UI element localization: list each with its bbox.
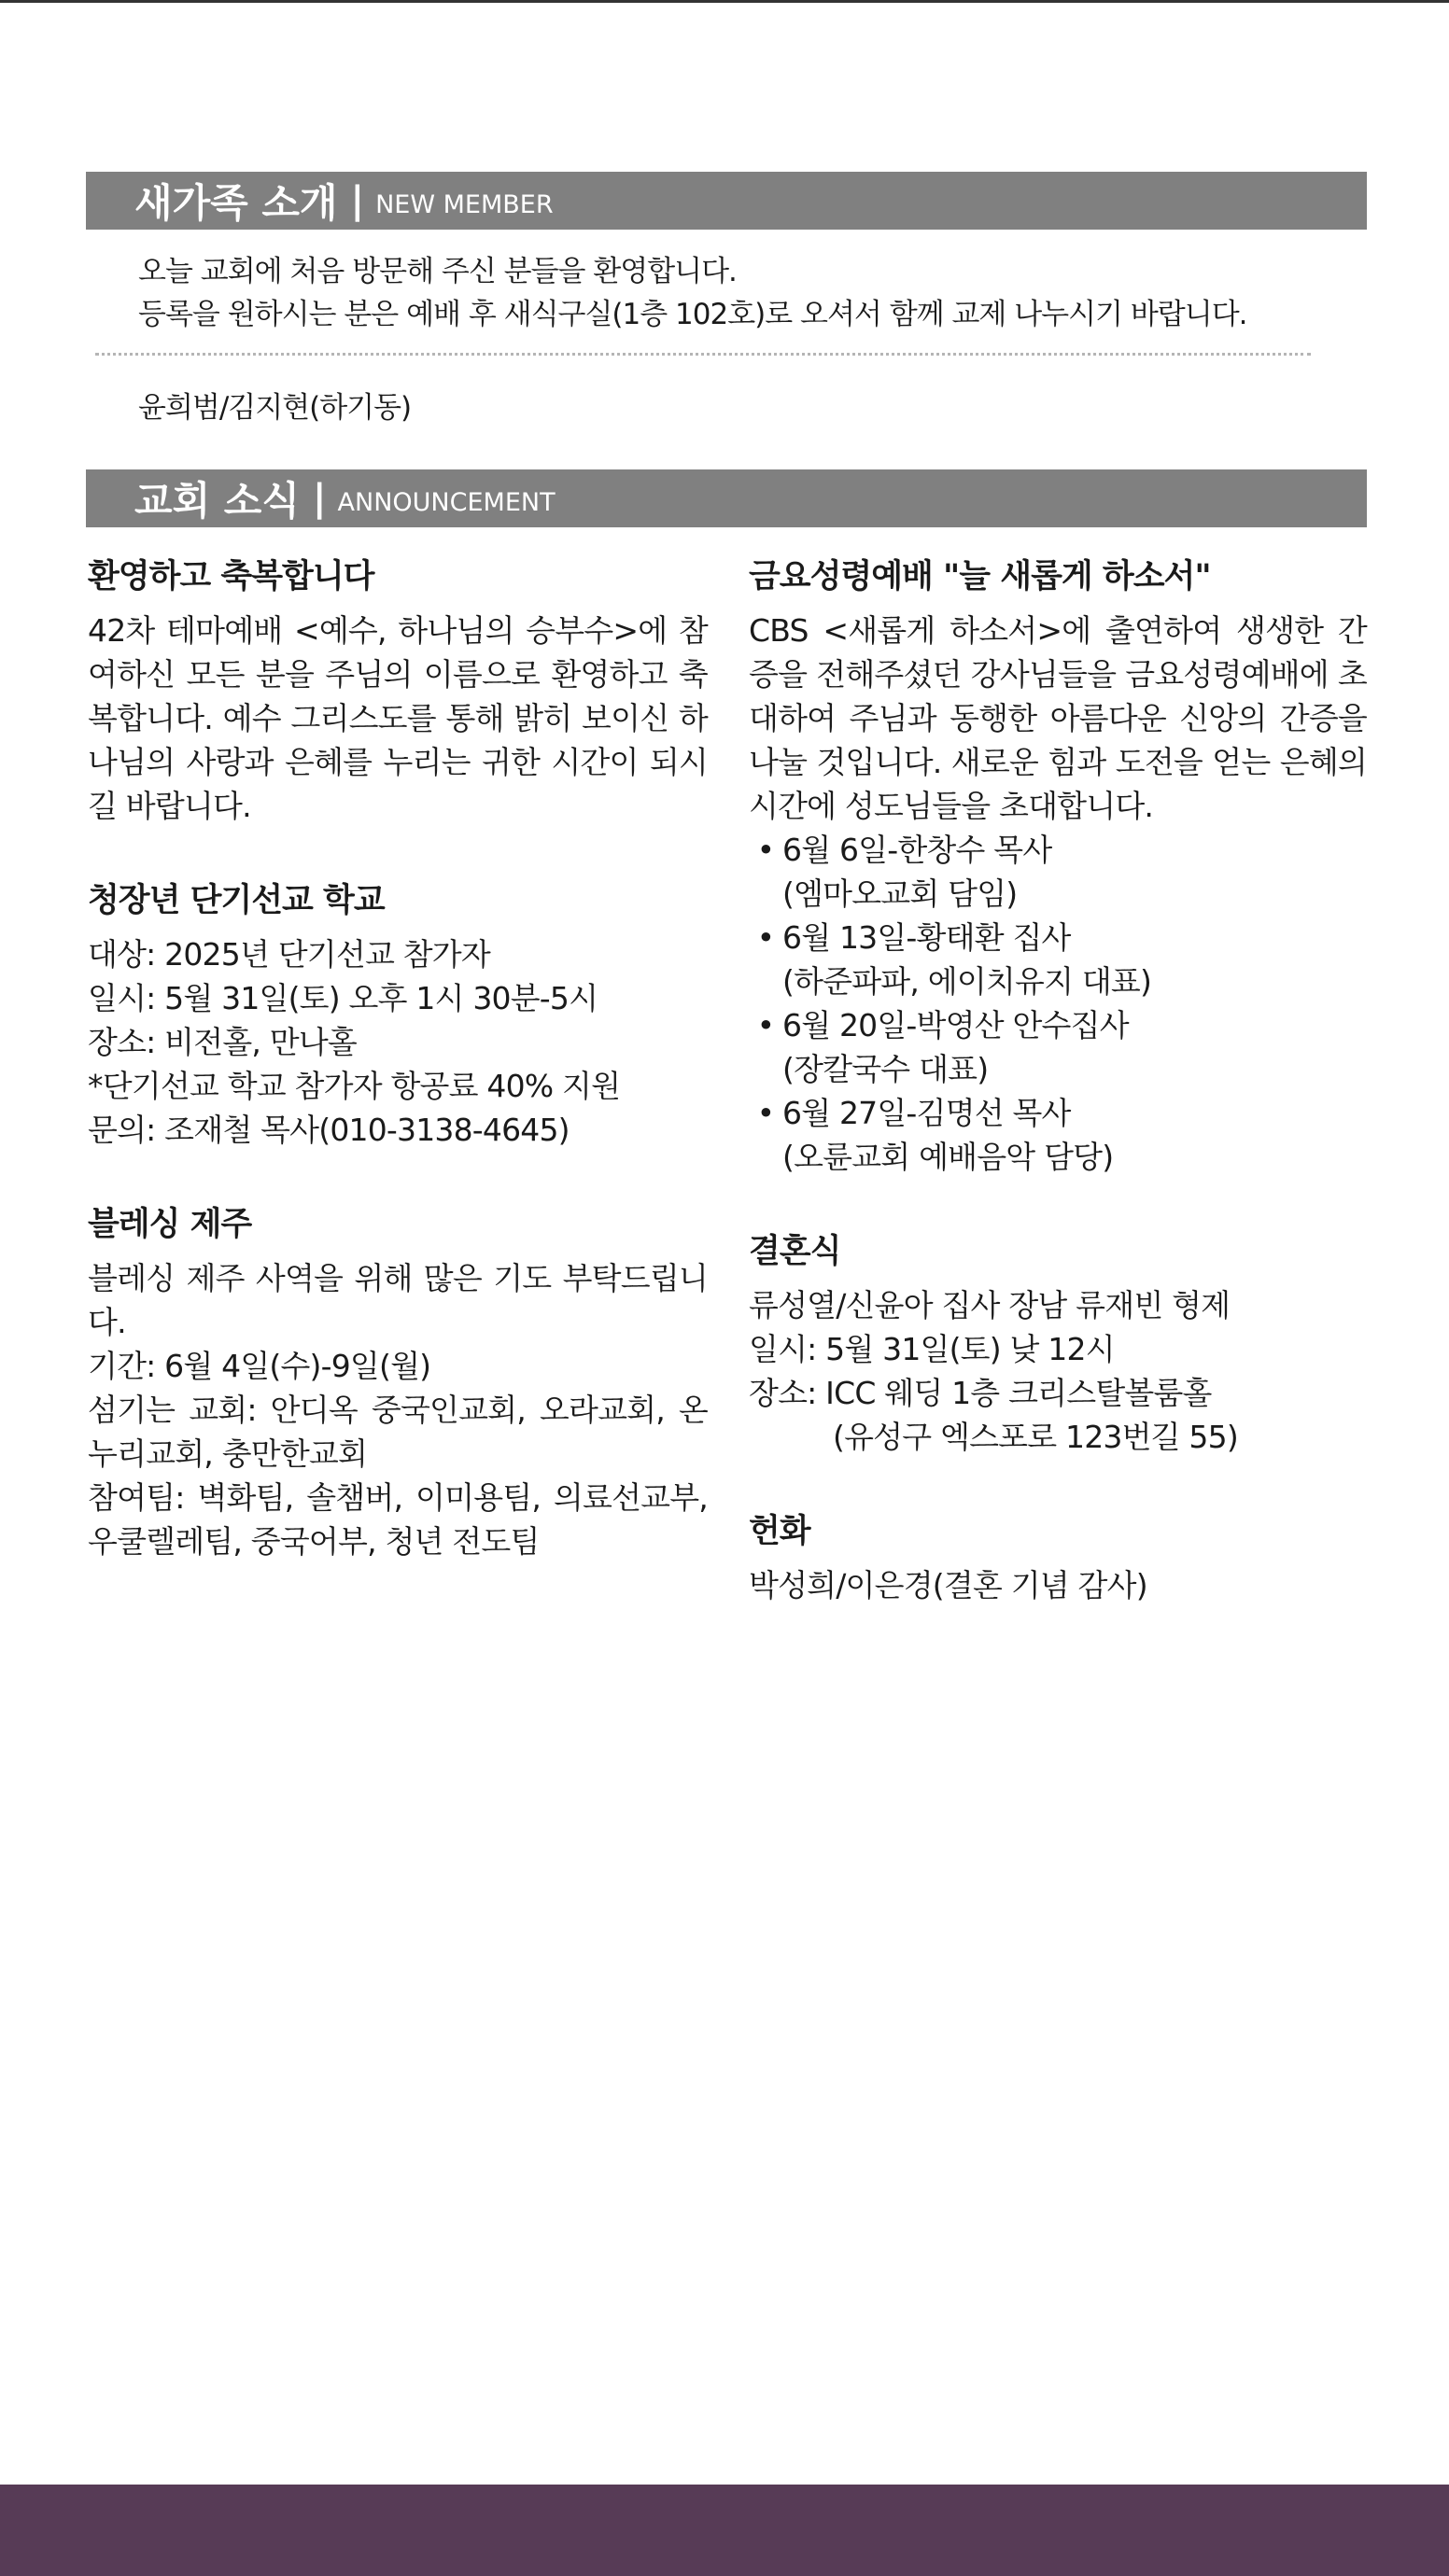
mission-place: 장소: 비전홀, 만나홀 — [88, 1024, 358, 1060]
mission-target: 대상: 2025년 단기선교 참가자 — [88, 936, 490, 973]
bullet-icon: • — [756, 1095, 775, 1131]
welcome-body: 42차 테마예배 <예수, 하나님의 승부수>에 참여하신 모든 분을 주님의 이름으로 환영하고 축복합니다. 예수 그리스도를 통해 밝히 보이신 하나님의 사랑과 은혜를 누리는 귀한 시간이 되시길 바랍니다. — [88, 612, 708, 824]
announcement-header — [86, 469, 1367, 527]
wedding-title: 결혼식 — [749, 1233, 841, 1270]
jeju-section — [88, 1202, 708, 1563]
friday-worship-title: 금요성령예배 "늘 새롭게 하소서" — [749, 558, 1211, 595]
top-border-line — [0, 0, 1449, 3]
jeju-period: 기간: 6월 4일(수)-9일(월) — [88, 1348, 431, 1384]
right-column — [749, 554, 1367, 1658]
announcement-title-en: ANNOUNCEMENT — [337, 487, 556, 517]
mission-datetime: 일시: 5월 31일(토) 오후 1시 30분-5시 — [88, 980, 598, 1016]
speaker-item — [749, 916, 1367, 1003]
mission-contact: 문의: 조재철 목사(010-3138-4645) — [88, 1112, 570, 1148]
dotted-divider — [95, 353, 1311, 356]
header-separator: | — [312, 477, 327, 520]
intro-line: 등록을 원하시는 분은 예배 후 새식구실(1층 102호)로 오셔서 함께 교제 나누시기 바랍니다. — [138, 298, 1247, 331]
bullet-icon: • — [756, 1007, 775, 1043]
wedding-place: 장소: ICC 웨딩 1층 크리스탈볼룸홀 — [749, 1375, 1212, 1411]
jeju-title: 블레싱 제주 — [88, 1206, 252, 1243]
bullet-icon: • — [756, 919, 775, 956]
left-column — [88, 554, 708, 1614]
new-member-title-en: NEW MEMBER — [375, 189, 554, 219]
announcement-title: 교회 소식 — [134, 478, 300, 524]
speaker-item — [749, 1003, 1367, 1091]
speaker-line: 6월 6일-한창수 목사 — [782, 832, 1052, 868]
speaker-line: 6월 27일-김명선 목사 — [782, 1095, 1071, 1131]
new-member-names: 윤희범/김지현(하기동) — [138, 391, 412, 425]
offering-title: 헌화 — [749, 1513, 810, 1550]
header-separator: | — [350, 179, 365, 222]
new-member-intro — [138, 250, 1247, 336]
welcome-section — [88, 554, 708, 828]
wedding-time: 일시: 5월 31일(토) 낮 12시 — [749, 1331, 1115, 1367]
speaker-list — [749, 828, 1367, 1179]
youth-mission-title: 청장년 단기선교 학교 — [88, 882, 385, 919]
wedding-section — [749, 1229, 1367, 1459]
speaker-sub: (엠마오교회 담임) — [782, 875, 1018, 912]
wedding-couple: 류성열/신윤아 집사 장남 류재빈 형제 — [749, 1287, 1231, 1323]
speaker-item — [749, 1091, 1367, 1179]
new-member-title: 새가족 소개 — [134, 180, 338, 226]
speaker-sub: (장칼국수 대표) — [782, 1051, 989, 1087]
intro-line: 오늘 교회에 처음 방문해 주신 분들을 환영합니다. — [138, 255, 737, 288]
speaker-sub: (하준파파, 에이치유지 대표) — [782, 963, 1152, 1000]
welcome-title: 환영하고 축복합니다 — [88, 558, 374, 595]
jeju-churches: 섬기는 교회: 안디옥 중국인교회, 오라교회, 온누리교회, 충만한교회 — [88, 1392, 708, 1472]
speaker-sub: (오륜교회 예배음악 담당) — [782, 1139, 1114, 1175]
bullet-icon: • — [756, 832, 775, 868]
youth-mission-section — [88, 878, 708, 1152]
footer-bar — [0, 2485, 1449, 2576]
offering-text: 박성희/이은경(결혼 기념 감사) — [749, 1567, 1147, 1603]
jeju-teams: 참여팀: 벽화팀, 솔챔버, 이미용팀, 의료선교부, 우쿨렐레팀, 중국어부, 청년 전도팀 — [88, 1479, 708, 1560]
offering-section — [749, 1509, 1367, 1607]
jeju-body: 블레싱 제주 사역을 위해 많은 기도 부탁드립니다. — [88, 1260, 708, 1340]
speaker-item — [749, 828, 1367, 916]
wedding-address: (유성구 엑스포로 123번길 55) — [833, 1419, 1238, 1455]
mission-airfare-note: *단기선교 학교 참가자 항공료 40% 지원 — [88, 1068, 621, 1104]
friday-worship-body: CBS <새롭게 하소서>에 출연하여 생생한 간증을 전해주셨던 강사님들을 금요성령예배에 초대하여 주님과 동행한 아름다운 신앙의 간증을 나눌 것입니다. 새로운 힘과 도전을 얻는 은혜의 시간에 성도님들을 초대합니다. — [749, 612, 1367, 824]
speaker-line: 6월 20일-박영산 안수집사 — [782, 1007, 1129, 1043]
new-member-header — [86, 172, 1367, 230]
speaker-line: 6월 13일-황태환 집사 — [782, 919, 1071, 956]
friday-worship-section — [749, 554, 1367, 1179]
